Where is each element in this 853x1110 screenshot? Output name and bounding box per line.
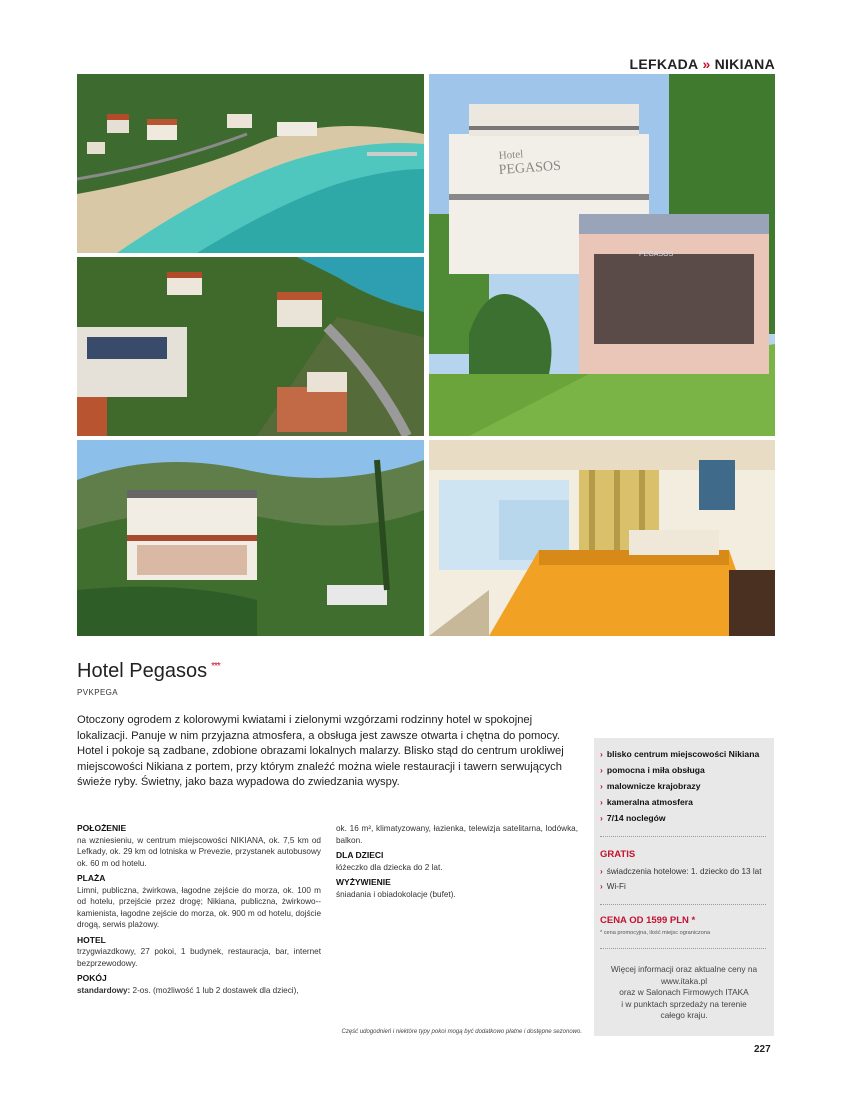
feature-label: 7/14 noclegów xyxy=(606,813,666,823)
feature-list xyxy=(600,746,770,826)
chevron-right-icon: › xyxy=(600,781,603,791)
location-text: na wzniesieniu, w centrum miejscowości NIKIANA, ok. 7,5 km od Lefkady, ok. 29 km od lotniska w Prevezie, przystanek autobusowy ok. 60 m od hotelu. xyxy=(77,835,321,868)
gratis-heading: GRATIS xyxy=(600,849,636,860)
chevron-right-icon: › xyxy=(600,797,603,807)
divider xyxy=(600,904,766,905)
details-column-1 xyxy=(77,823,321,996)
location-heading: POŁOŻENIE xyxy=(77,823,127,833)
info-website-link[interactable]: www.itaka.pl xyxy=(660,975,708,986)
room-heading: POKÓJ xyxy=(77,973,107,983)
info-block xyxy=(600,964,768,1022)
feature-item xyxy=(600,778,770,794)
photo-aerial-village xyxy=(77,257,424,436)
gratis-label: Wi-Fi xyxy=(606,882,626,891)
beach-heading: PLAŻA xyxy=(77,873,106,883)
gratis-list xyxy=(600,864,770,894)
meals-heading: WYŻYWIENIE xyxy=(336,877,391,887)
feature-label: pomocna i miła obsługa xyxy=(606,765,705,775)
info-line: i w punktach sprzedaży na terenie xyxy=(621,998,747,1009)
info-line: całego kraju. xyxy=(660,1010,708,1020)
info-line: oraz w Salonach Firmowych ITAKA xyxy=(619,987,749,997)
hotel-stars: *** xyxy=(211,661,220,673)
details-column-2 xyxy=(336,823,578,900)
room-text-continued: ok. 16 m², klimatyzowany, łazienka, telewizja satelitarna, lodówka, balkon. xyxy=(336,824,578,845)
photo-hotel-hillside xyxy=(77,440,424,636)
photo-hotel-room xyxy=(429,440,775,636)
breadcrumb-town: NIKIANA xyxy=(714,56,775,72)
feature-label: kameralna atmosfera xyxy=(606,797,693,807)
kids-text: łóżeczko dla dziecka do 2 lat. xyxy=(336,862,443,872)
info-line: Więcej informacji oraz aktualne ceny na xyxy=(610,964,758,974)
hotel-sign: PEGASOS xyxy=(498,158,562,178)
feature-item xyxy=(600,810,770,826)
breadcrumb-separator: » xyxy=(702,56,711,72)
feature-item xyxy=(600,762,770,778)
room-type-label: standardowy: xyxy=(77,985,131,995)
feature-item xyxy=(600,794,770,810)
divider xyxy=(600,836,766,837)
room-text xyxy=(77,985,321,997)
gratis-item xyxy=(600,864,770,879)
breadcrumb xyxy=(629,56,775,72)
price-label: CENA OD 1599 PLN * xyxy=(600,915,696,926)
hotel-code: PVKPEGA xyxy=(77,688,119,697)
page-number: 227 xyxy=(754,1044,771,1055)
room-description: 2-os. (możliwość 1 lub 2 dostawek dla dzieci), xyxy=(132,985,299,995)
gratis-label: świadczenia hotelowe: 1. dziecko do 13 lat xyxy=(606,867,762,876)
beach-text: Limni, publiczna, żwirkowa, łagodne zejście do morza, ok. 100 m od hotelu, przejście przez drogę; Nikiana, publiczna, żwirkowo--kamienista, łagodne zejście do morza, ok. 900 m od hotelu, dojście drogą, serwis plażowy. xyxy=(77,885,321,929)
hotel-title xyxy=(77,660,220,683)
photo-hotel-facade xyxy=(429,74,775,436)
feature-label: blisko centrum miejscowości Nikiana xyxy=(606,749,760,759)
divider xyxy=(600,948,766,949)
gratis-item xyxy=(600,879,770,894)
hotel-name: Hotel Pegasos xyxy=(77,660,208,682)
hotel-heading: HOTEL xyxy=(77,934,106,945)
hotel-entrance-sign: PEGASOS xyxy=(639,251,674,258)
hotel-sign-prefix: Hotel xyxy=(498,148,524,162)
chevron-right-icon: › xyxy=(600,882,603,891)
breadcrumb-region: LEFKADA xyxy=(629,56,699,72)
photo-aerial-beach xyxy=(77,74,424,253)
meals-text: śniadania i obiadokolacje (bufet). xyxy=(336,889,456,899)
hotel-intro: Otoczony ogrodem z kolorowymi kwiatami i zielonymi wzgórzami rodzinny hotel w spokojnej lokalizacji. Panuje w nim przyjazna atmosfera, a obsługa jest zawsze otwarta i chętna do pomocy. Hotel i pokoje są zadbane, zdobione obrazami lokalnych malarzy. Blisko stąd do centrum urokliwej miejscowości Nikiana z portem, przy którym znaleźć można wiele restauracji i tawern serwujących świeże ryby. Świetny, jako baza wypadowa do zwiedzania wyspy. xyxy=(77,714,564,788)
sidebar-box xyxy=(594,738,774,1036)
chevron-right-icon: › xyxy=(600,867,603,876)
kids-heading: DLA DZIECI xyxy=(336,850,384,860)
chevron-right-icon: › xyxy=(600,749,603,759)
chevron-right-icon: › xyxy=(600,813,603,823)
chevron-right-icon: › xyxy=(600,765,603,775)
feature-label: malownicze krajobrazy xyxy=(606,781,701,791)
price-footnote: * cena promocyjna, ilość miejsc ograniczona xyxy=(600,930,711,936)
feature-item xyxy=(600,746,770,762)
footnote: Część udogodnień i niektóre typy pokoi mogą być dodatkowo płatne i dostępne sezonowo. xyxy=(341,1029,582,1035)
hotel-text: trzygwiazdkowy, 27 pokoi, 1 budynek, restauracja, bar, internet bezprzewodowy. xyxy=(77,947,321,968)
